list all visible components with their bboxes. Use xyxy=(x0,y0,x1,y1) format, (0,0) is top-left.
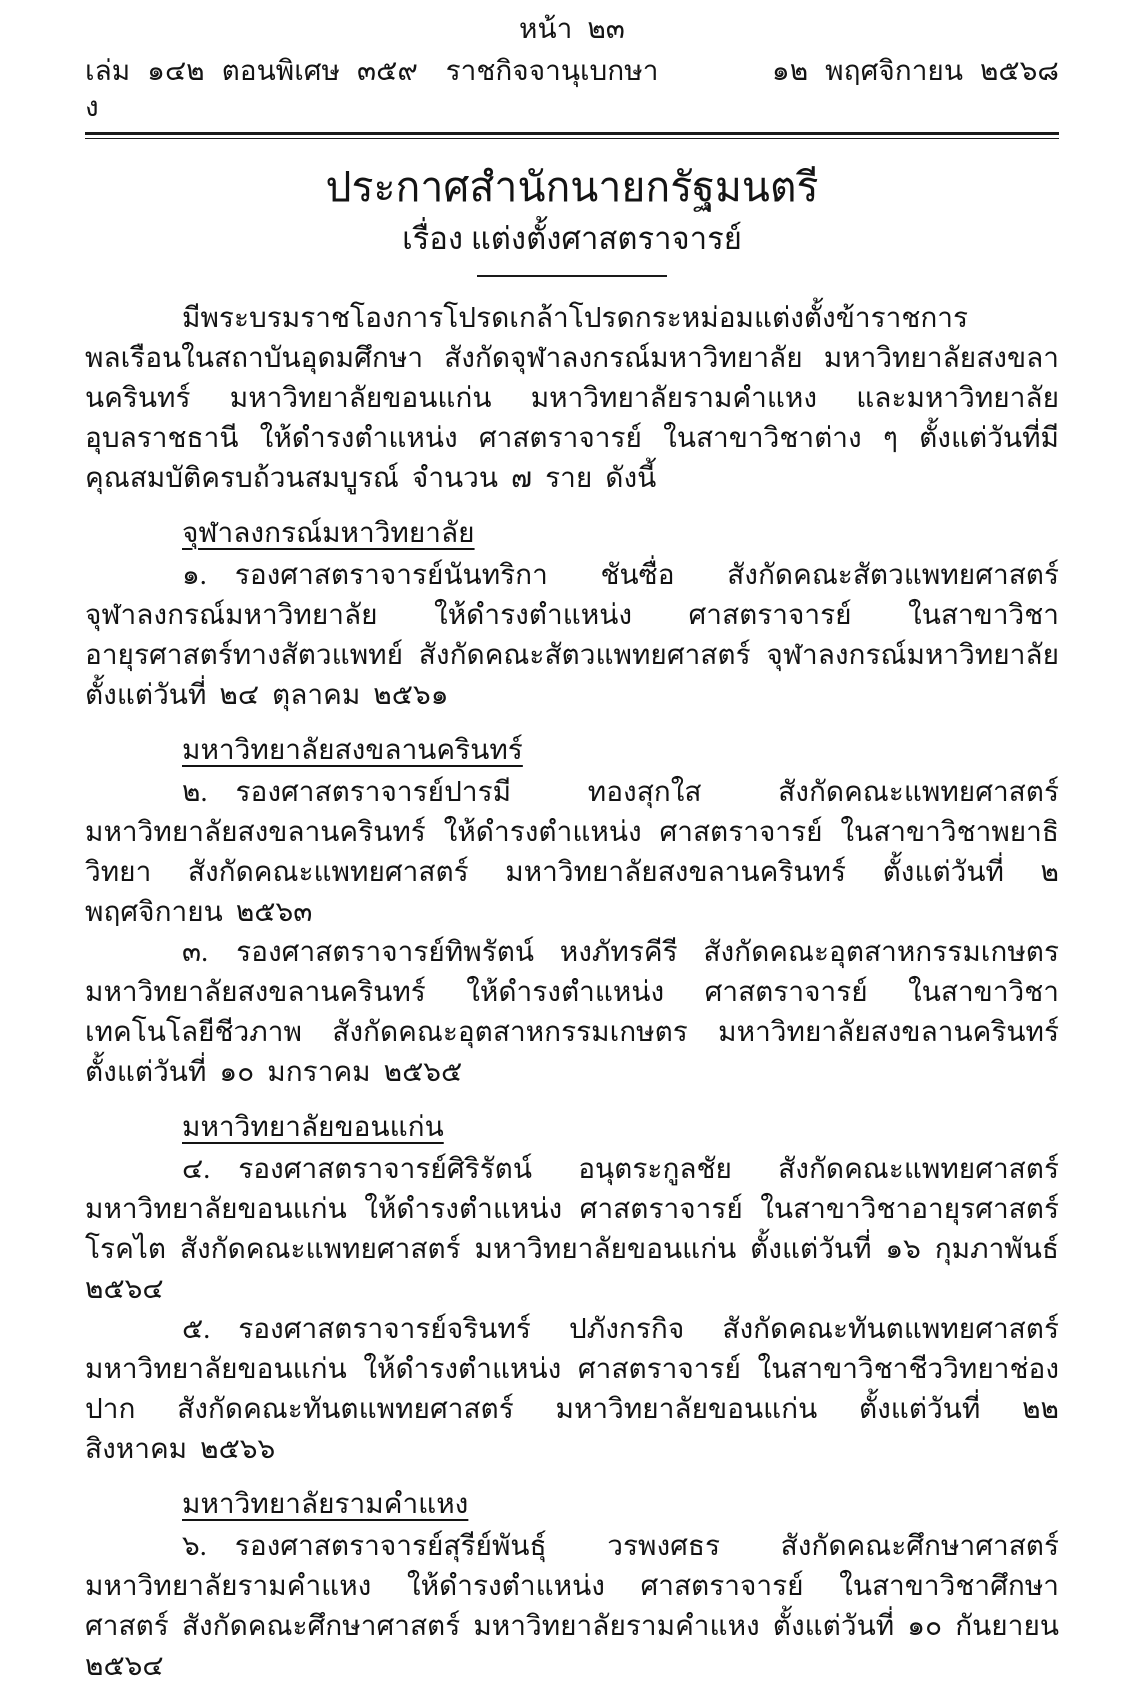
title-divider xyxy=(477,275,667,277)
page-number: หน้า ๒๓ xyxy=(519,14,625,45)
university-name: มหาวิทยาลัยขอนแก่น xyxy=(182,1112,444,1143)
publication-date: ๑๒ พฤศจิกายน ๒๕๖๘ xyxy=(771,56,1059,87)
section-heading-songkla xyxy=(182,731,1059,771)
document-subject: เรื่อง แต่งตั้งศาสตราจารย์ xyxy=(402,221,742,256)
appointment-item-1: ๑. รองศาสตราจารย์นันทริกา ชันซื่อ สังกัดคณะสัตวแพทยศาสตร์ จุฬาลงกรณ์มหาวิทยาลัย ให้ดำรงตำแหน่ง ศาสตราจารย์ ในสาขาวิชาอายุรศาสตร์ทางสัตวแพทย์ สังกัดคณะสัตวแพทยศาสตร์ จุฬาลงกรณ์มหาวิทยาลัย ตั้งแต่วันที่ ๒๔ ตุลาคม ๒๕๖๑ xyxy=(85,560,1059,711)
appointment-item-6: ๖. รองศาสตราจารย์สุรีย์พันธุ์ วรพงศธร สังกัดคณะศึกษาศาสตร์ มหาวิทยาลัยรามคำแหง ให้ดำรงตำแหน่ง ศาสตราจารย์ ในสาขาวิชาศึกษาศาสตร์ สังกัดคณะศึกษาศาสตร์ มหาวิทยาลัยรามคำแหง ตั้งแต่วันที่ ๑๐ กันยายน ๒๕๖๔ xyxy=(85,1531,1059,1682)
section-heading-chulalongkorn xyxy=(182,514,1059,554)
gazette-header xyxy=(85,54,1059,126)
section-heading-khonkaen xyxy=(182,1108,1059,1148)
document-body xyxy=(85,299,1059,1687)
university-name: มหาวิทยาลัยรามคำแหง xyxy=(182,1489,469,1520)
appointment-item-5: ๕. รองศาสตราจารย์จรินทร์ ปภังกรกิจ สังกัดคณะทันตแพทยศาสตร์ มหาวิทยาลัยขอนแก่น ให้ดำรงตำแหน่ง ศาสตราจารย์ ในสาขาวิชาชีววิทยาช่องปาก สังกัดคณะทันตแพทยศาสตร์ มหาวิทยาลัยขอนแก่น ตั้งแต่วันที่ ๒๒ สิงหาคม ๒๕๖๖ xyxy=(85,1314,1059,1465)
university-name: มหาวิทยาลัยสงขลานครินทร์ xyxy=(182,735,523,766)
appointment-item-2: ๒. รองศาสตราจารย์ปารมี ทองสุกใส สังกัดคณะแพทยศาสตร์ มหาวิทยาลัยสงขลานครินทร์ ให้ดำรงตำแหน่ง ศาสตราจารย์ ในสาขาวิชาพยาธิวิทยา สังกัดคณะแพทยศาสตร์ มหาวิทยาลัยสงขลานครินทร์ ตั้งแต่วันที่ ๒ พฤศจิกายน ๒๕๖๓ xyxy=(85,777,1059,928)
section-heading-ramkhamhaeng xyxy=(182,1485,1059,1525)
document-title: ประกาศสำนักนายกรัฐมนตรี xyxy=(325,164,819,210)
intro-paragraph: มีพระบรมราชโองการโปรดเกล้าโปรดกระหม่อมแต่งตั้งข้าราชการพลเรือนในสถาบันอุดมศึกษา สังกัดจุฬาลงกรณ์มหาวิทยาลัย มหาวิทยาลัยสงขลานครินทร์ มหาวิทยาลัยขอนแก่น มหาวิทยาลัยรามคำแหง และมหาวิทยาลัยอุบลราชธานี ให้ดำรงตำแหน่ง ศาสตราจารย์ ในสาขาวิชาต่าง ๆ ตั้งแต่วันที่มีคุณสมบัติครบถ้วนสมบูรณ์ จำนวน ๗ ราย ดังนี้ xyxy=(85,303,1059,494)
university-name: จุฬาลงกรณ์มหาวิทยาลัย xyxy=(182,518,475,549)
volume-issue-label: เล่ม ๑๔๒ ตอนพิเศษ ๓๕๙ ง xyxy=(85,56,418,123)
appointment-item-4: ๔. รองศาสตราจารย์ศิริรัตน์ อนุตระกูลชัย สังกัดคณะแพทยศาสตร์ มหาวิทยาลัยขอนแก่น ให้ดำรงตำแหน่ง ศาสตราจารย์ ในสาขาวิชาอายุรศาสตร์โรคไต สังกัดคณะแพทยศาสตร์ มหาวิทยาลัยขอนแก่น ตั้งแต่วันที่ ๑๖ กุมภาพันธ์ ๒๕๖๔ xyxy=(85,1154,1059,1305)
appointment-item-3: ๓. รองศาสตราจารย์ทิพรัตน์ หงภัทรคีรี สังกัดคณะอุตสาหกรรมเกษตร มหาวิทยาลัยสงขลานครินทร์ ให้ดำรงตำแหน่ง ศาสตราจารย์ ในสาขาวิชาเทคโนโลยีชีวภาพ สังกัดคณะอุตสาหกรรมเกษตร มหาวิทยาลัยสงขลานครินทร์ ตั้งแต่วันที่ ๑๐ มกราคม ๒๕๖๕ xyxy=(85,937,1059,1088)
header-divider xyxy=(85,132,1059,139)
gazette-name: ราชกิจจานุเบกษา xyxy=(445,56,659,87)
